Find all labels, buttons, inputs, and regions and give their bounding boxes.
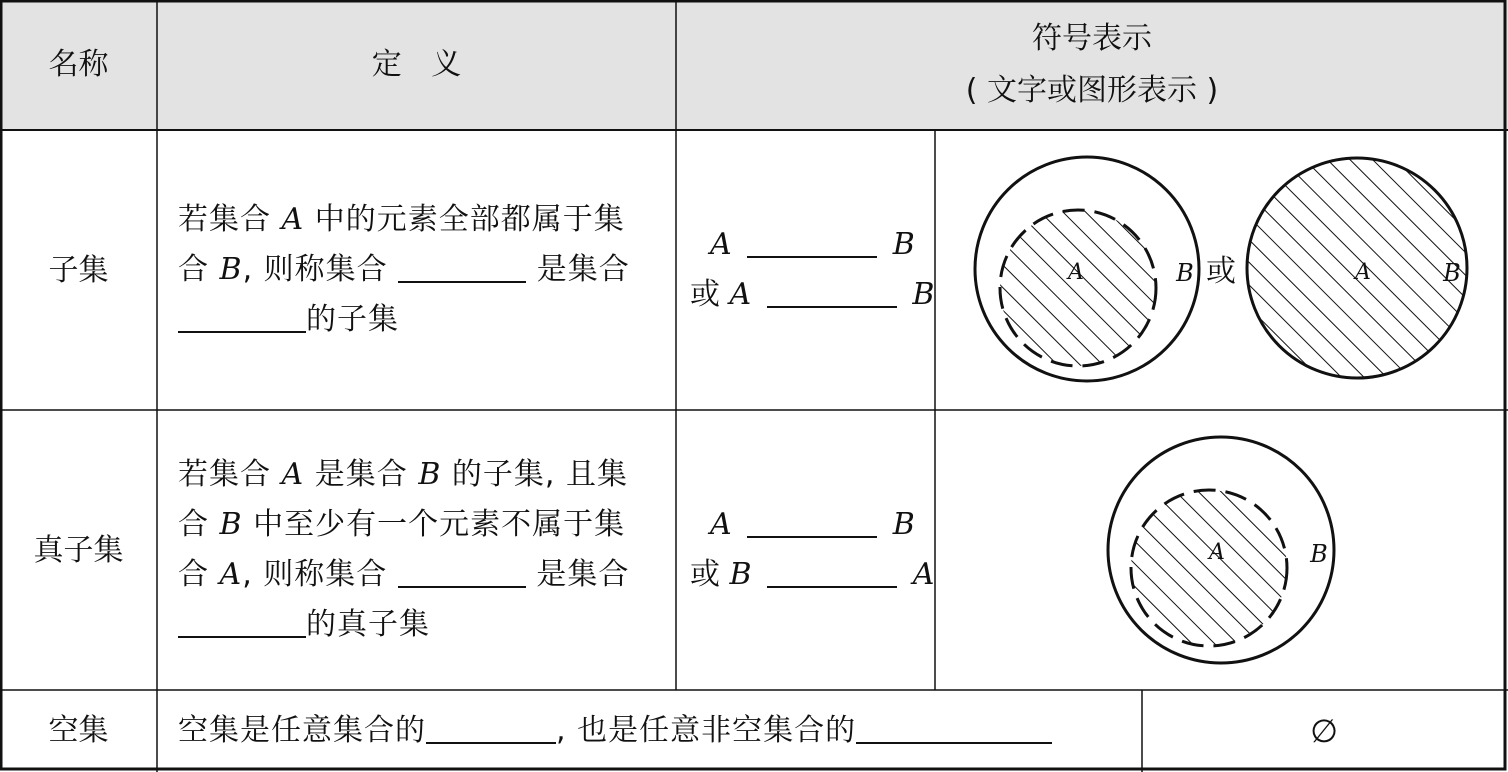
subset-venn-solo-outer-label: B bbox=[1443, 259, 1461, 287]
subset-venn-solo-inner-label: A bbox=[1355, 260, 1371, 285]
subset-sym-b: B bbox=[912, 277, 935, 312]
empty-set-symbol: ∅ bbox=[1310, 712, 1338, 750]
header-name: 名称 bbox=[48, 47, 109, 82]
subset-def-text: 中的元素全部都属于集 bbox=[314, 202, 625, 237]
subset-def-text: 合 bbox=[178, 252, 209, 287]
proper-def-var-b: B bbox=[219, 507, 243, 542]
subset-venn-diagrams bbox=[936, 131, 1508, 409]
proper-def-text: 合 bbox=[178, 507, 209, 542]
proper-sym-a: A bbox=[912, 557, 935, 592]
subset-def-text: 若集合 bbox=[178, 202, 271, 237]
header-notation-subtitle: ( 文字或图形表示 ) bbox=[965, 73, 1219, 108]
empty-fill-blank[interactable] bbox=[856, 712, 1052, 744]
subset-symbol-blank[interactable] bbox=[767, 276, 897, 308]
empty-definition bbox=[178, 706, 1052, 756]
proper-fill-blank[interactable] bbox=[178, 606, 306, 638]
proper-def-text: 的真子集 bbox=[306, 607, 430, 642]
subset-def-text: , 则称集合 bbox=[242, 252, 388, 287]
row-name-subset: 子集 bbox=[48, 253, 109, 288]
subset-venn-inner-label: A bbox=[1068, 260, 1084, 285]
subset-venn-or: 或 bbox=[1206, 254, 1236, 289]
subset-sym-a: A bbox=[729, 277, 752, 312]
proper-def-var-a: A bbox=[281, 457, 305, 492]
subset-def-text: 是集合 bbox=[536, 252, 630, 287]
proper-symbol-blank[interactable] bbox=[767, 556, 897, 588]
proper-def-text: , 则称集合 bbox=[242, 557, 388, 592]
subset-sym-a: A bbox=[710, 227, 732, 262]
proper-sym-b: B bbox=[729, 557, 752, 592]
proper-venn-outer-label: B bbox=[1310, 540, 1328, 568]
proper-venn-inner-label: A bbox=[1209, 540, 1225, 565]
proper-sym-a: A bbox=[710, 507, 732, 542]
proper-def-var-b: B bbox=[418, 457, 442, 492]
header-notation-title: 符号表示 bbox=[1032, 21, 1152, 56]
row-name-empty-set: 空集 bbox=[48, 713, 109, 748]
subset-sym-or: 或 bbox=[690, 277, 720, 312]
row-name-proper-subset: 真子集 bbox=[33, 533, 124, 568]
subset-venn-outer-label: B bbox=[1176, 259, 1194, 287]
proper-def-text: 合 bbox=[178, 557, 209, 592]
proper-sym-or: 或 bbox=[690, 557, 720, 592]
proper-symbol-blank[interactable] bbox=[747, 506, 877, 538]
proper-venn-diagram bbox=[936, 411, 1508, 689]
subset-def-var-b: B bbox=[219, 252, 243, 287]
proper-def-text: 中至少有一个元素不属于集 bbox=[253, 507, 626, 542]
subset-sym-b: B bbox=[892, 227, 915, 262]
empty-def-text: 空集是任意集合的 bbox=[178, 713, 426, 748]
proper-def-text: 的子集, 且集 bbox=[451, 457, 628, 492]
subset-def-var-a: A bbox=[281, 202, 305, 237]
subset-fill-blank[interactable] bbox=[178, 301, 306, 333]
proper-def-var-a: A bbox=[219, 557, 243, 592]
subset-symbol-blank[interactable] bbox=[747, 226, 877, 258]
subset-fill-blank[interactable] bbox=[398, 251, 526, 283]
empty-def-text: , 也是任意非空集合的 bbox=[556, 713, 857, 748]
subset-def-text: 的子集 bbox=[306, 302, 399, 337]
subset-venn-right bbox=[1236, 151, 1476, 391]
header-definition: 定 义 bbox=[371, 47, 462, 82]
empty-fill-blank[interactable] bbox=[426, 712, 556, 744]
proper-def-text: 是集合 bbox=[314, 457, 408, 492]
proper-def-text: 是集合 bbox=[536, 557, 630, 592]
proper-def-text: 若集合 bbox=[178, 457, 271, 492]
proper-sym-b: B bbox=[892, 507, 915, 542]
subset-venn-left bbox=[975, 157, 1199, 381]
proper-fill-blank[interactable] bbox=[398, 556, 526, 588]
